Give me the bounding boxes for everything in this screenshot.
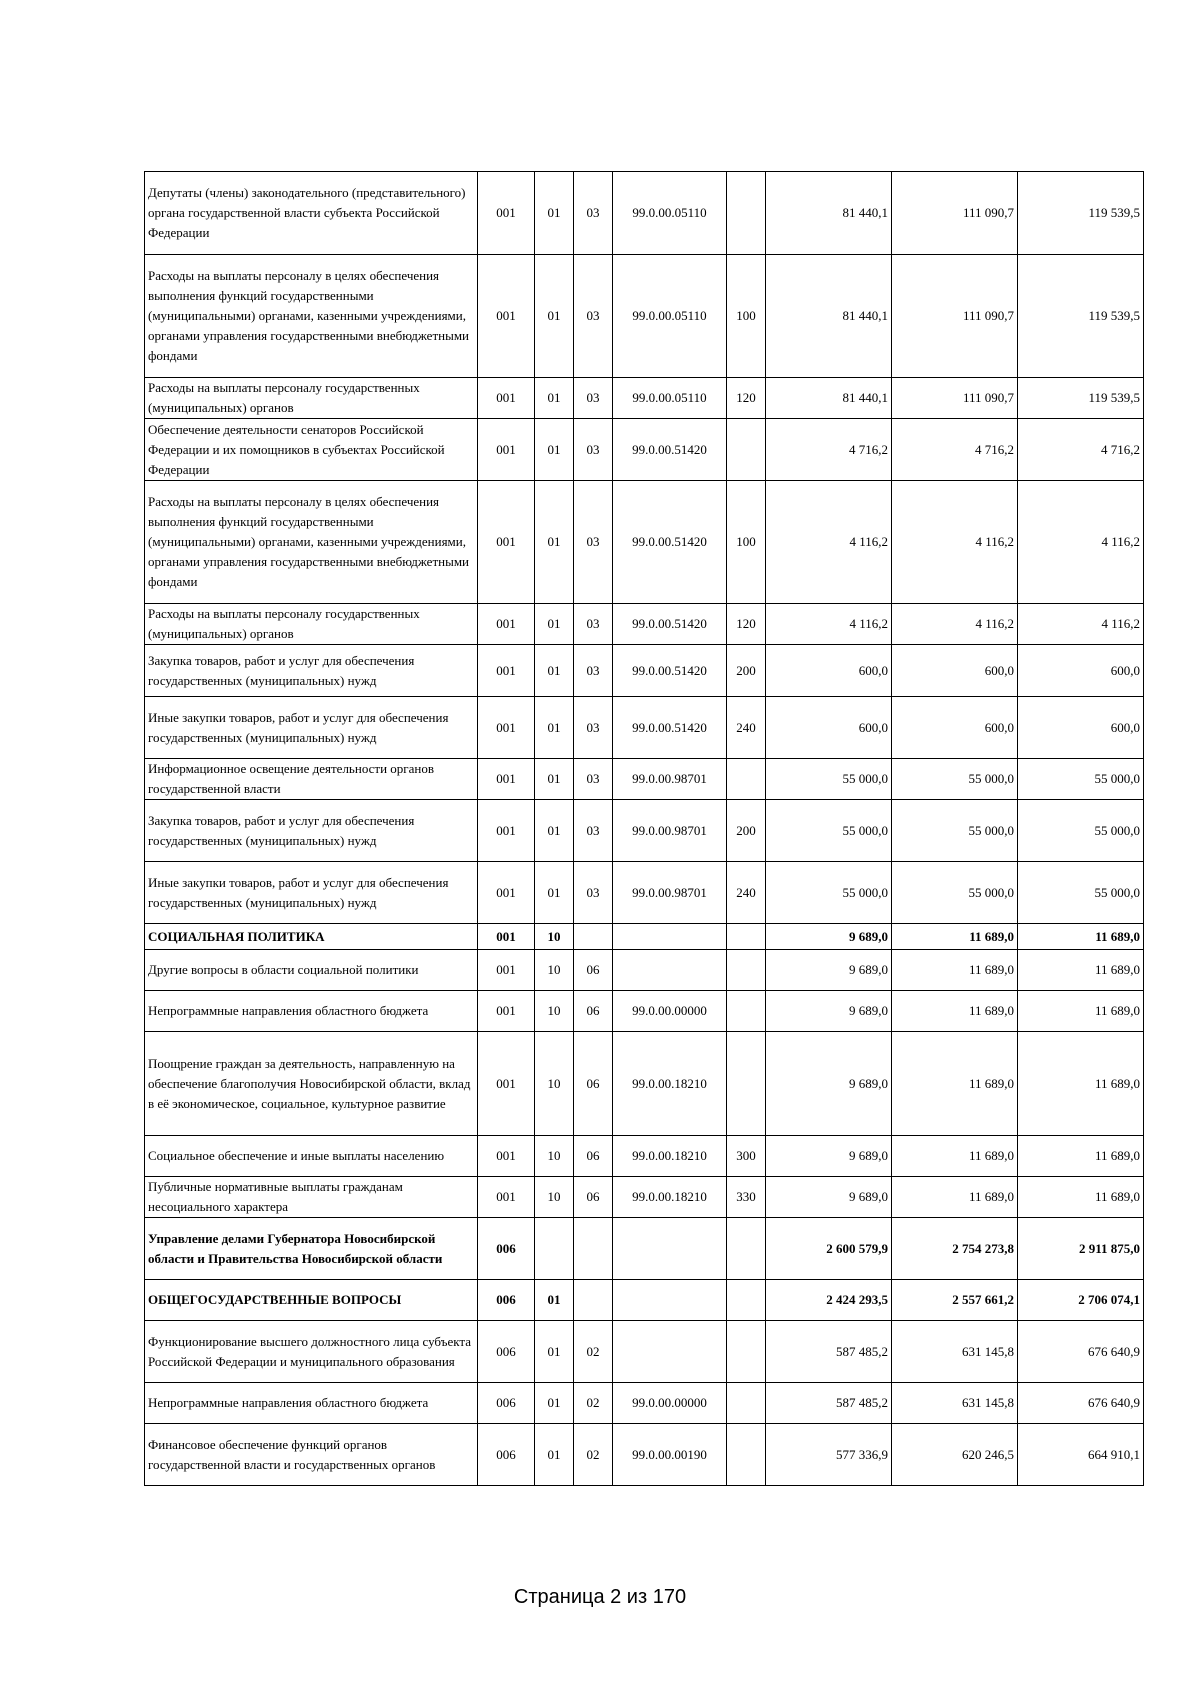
- row-target-article-code: 99.0.00.05110: [613, 255, 727, 378]
- row-amount-year-1: 55 000,0: [766, 759, 892, 800]
- row-name: Поощрение граждан за деятельность, направленную на обеспечение благополучия Новосибирской области, вклад в её экономическое, социальное, культурное развитие: [145, 1032, 478, 1136]
- row-name: Социальное обеспечение и иные выплаты населению: [145, 1136, 478, 1177]
- row-ved-code: 006: [478, 1218, 535, 1280]
- table-row: [145, 419, 1144, 481]
- row-target-article-code: 99.0.00.51420: [613, 697, 727, 759]
- row-section-code: [535, 1218, 574, 1280]
- row-subsection-code: 02: [574, 1424, 613, 1486]
- row-expense-type-code: [727, 924, 766, 950]
- row-subsection-code: 03: [574, 697, 613, 759]
- row-amount-year-1: 9 689,0: [766, 924, 892, 950]
- row-amount-year-3: 676 640,9: [1018, 1383, 1144, 1424]
- table-row: [145, 697, 1144, 759]
- row-expense-type-code: 100: [727, 255, 766, 378]
- row-section-code: 10: [535, 1136, 574, 1177]
- row-subsection-code: 02: [574, 1321, 613, 1383]
- row-amount-year-2: 11 689,0: [892, 950, 1018, 991]
- row-subsection-code: 03: [574, 419, 613, 481]
- row-expense-type-code: 240: [727, 862, 766, 924]
- row-amount-year-3: 11 689,0: [1018, 991, 1144, 1032]
- row-section-code: 10: [535, 950, 574, 991]
- row-amount-year-2: 111 090,7: [892, 255, 1018, 378]
- row-expense-type-code: [727, 1218, 766, 1280]
- row-subsection-code: 03: [574, 481, 613, 604]
- row-expense-type-code: [727, 1383, 766, 1424]
- row-section-code: 01: [535, 604, 574, 645]
- row-amount-year-2: 55 000,0: [892, 800, 1018, 862]
- row-subsection-code: 06: [574, 1032, 613, 1136]
- table-row: [145, 1218, 1144, 1280]
- row-amount-year-3: 55 000,0: [1018, 862, 1144, 924]
- row-subsection-code: [574, 924, 613, 950]
- row-amount-year-3: 55 000,0: [1018, 800, 1144, 862]
- row-name: Депутаты (члены) законодательного (представительного) органа государственной власти субъекта Российской Федерации: [145, 172, 478, 255]
- row-section-code: 01: [535, 1321, 574, 1383]
- row-target-article-code: 99.0.00.00000: [613, 991, 727, 1032]
- table-row: [145, 645, 1144, 697]
- row-ved-code: 001: [478, 378, 535, 419]
- row-amount-year-1: 577 336,9: [766, 1424, 892, 1486]
- row-subsection-code: 03: [574, 645, 613, 697]
- row-amount-year-1: 600,0: [766, 645, 892, 697]
- row-ved-code: 001: [478, 1177, 535, 1218]
- row-ved-code: 001: [478, 419, 535, 481]
- table-row: [145, 378, 1144, 419]
- table-row: [145, 172, 1144, 255]
- row-target-article-code: 99.0.00.98701: [613, 862, 727, 924]
- row-amount-year-1: 2 424 293,5: [766, 1280, 892, 1321]
- row-subsection-code: [574, 1280, 613, 1321]
- row-section-code: 01: [535, 862, 574, 924]
- table-row: [145, 1177, 1144, 1218]
- row-ved-code: 001: [478, 1136, 535, 1177]
- row-name: Другие вопросы в области социальной политики: [145, 950, 478, 991]
- row-target-article-code: 99.0.00.51420: [613, 604, 727, 645]
- row-expense-type-code: [727, 1032, 766, 1136]
- row-amount-year-1: 9 689,0: [766, 1177, 892, 1218]
- row-amount-year-3: 676 640,9: [1018, 1321, 1144, 1383]
- row-subsection-code: 03: [574, 862, 613, 924]
- row-amount-year-2: 11 689,0: [892, 1032, 1018, 1136]
- row-section-code: 01: [535, 419, 574, 481]
- row-subsection-code: 06: [574, 950, 613, 991]
- row-amount-year-2: 631 145,8: [892, 1321, 1018, 1383]
- row-expense-type-code: [727, 759, 766, 800]
- row-amount-year-3: 4 116,2: [1018, 481, 1144, 604]
- row-name: Иные закупки товаров, работ и услуг для обеспечения государственных (муниципальных) нужд: [145, 697, 478, 759]
- row-subsection-code: 06: [574, 991, 613, 1032]
- row-subsection-code: 03: [574, 255, 613, 378]
- row-target-article-code: 99.0.00.05110: [613, 378, 727, 419]
- row-ved-code: 001: [478, 800, 535, 862]
- table-row: [145, 255, 1144, 378]
- row-section-code: 01: [535, 378, 574, 419]
- row-amount-year-1: 55 000,0: [766, 800, 892, 862]
- row-name: ОБЩЕГОСУДАРСТВЕННЫЕ ВОПРОСЫ: [145, 1280, 478, 1321]
- row-amount-year-1: 4 116,2: [766, 604, 892, 645]
- row-section-code: 01: [535, 645, 574, 697]
- row-target-article-code: [613, 950, 727, 991]
- row-ved-code: 001: [478, 862, 535, 924]
- row-expense-type-code: 120: [727, 604, 766, 645]
- row-amount-year-2: 11 689,0: [892, 991, 1018, 1032]
- row-section-code: 01: [535, 255, 574, 378]
- row-target-article-code: 99.0.00.51420: [613, 419, 727, 481]
- row-amount-year-1: 55 000,0: [766, 862, 892, 924]
- row-expense-type-code: 300: [727, 1136, 766, 1177]
- budget-table: [144, 171, 1144, 1486]
- row-amount-year-1: 81 440,1: [766, 172, 892, 255]
- row-name: Расходы на выплаты персоналу в целях обеспечения выполнения функций государственными (муниципальными) органами, казенными учреждениями, органами управления государственными внебюджетными фондами: [145, 255, 478, 378]
- row-amount-year-2: 11 689,0: [892, 1177, 1018, 1218]
- row-amount-year-2: 631 145,8: [892, 1383, 1018, 1424]
- row-amount-year-1: 81 440,1: [766, 255, 892, 378]
- row-amount-year-3: 600,0: [1018, 697, 1144, 759]
- row-name: Расходы на выплаты персоналу в целях обеспечения выполнения функций государственными (муниципальными) органами, казенными учреждениями, органами управления государственными внебюджетными фондами: [145, 481, 478, 604]
- table-row: [145, 604, 1144, 645]
- table-row: [145, 950, 1144, 991]
- row-amount-year-2: 55 000,0: [892, 862, 1018, 924]
- row-amount-year-2: 600,0: [892, 697, 1018, 759]
- row-section-code: 10: [535, 1032, 574, 1136]
- row-amount-year-2: 11 689,0: [892, 1136, 1018, 1177]
- row-amount-year-2: 4 116,2: [892, 604, 1018, 645]
- row-amount-year-3: 4 116,2: [1018, 604, 1144, 645]
- row-target-article-code: [613, 924, 727, 950]
- table-row: [145, 1321, 1144, 1383]
- row-ved-code: 001: [478, 255, 535, 378]
- table-row: [145, 862, 1144, 924]
- row-name: Непрограммные направления областного бюджета: [145, 1383, 478, 1424]
- row-target-article-code: 99.0.00.98701: [613, 759, 727, 800]
- row-amount-year-1: 9 689,0: [766, 1032, 892, 1136]
- row-subsection-code: [574, 1218, 613, 1280]
- row-expense-type-code: 330: [727, 1177, 766, 1218]
- table-row: [145, 924, 1144, 950]
- row-ved-code: 001: [478, 697, 535, 759]
- row-amount-year-1: 9 689,0: [766, 991, 892, 1032]
- row-section-code: 01: [535, 697, 574, 759]
- table-row: [145, 759, 1144, 800]
- row-target-article-code: [613, 1321, 727, 1383]
- row-ved-code: 001: [478, 1032, 535, 1136]
- table-row: [145, 991, 1144, 1032]
- row-name: Закупка товаров, работ и услуг для обеспечения государственных (муниципальных) нужд: [145, 645, 478, 697]
- row-ved-code: 001: [478, 172, 535, 255]
- row-subsection-code: 03: [574, 800, 613, 862]
- row-name: Расходы на выплаты персоналу государственных (муниципальных) органов: [145, 604, 478, 645]
- row-amount-year-1: 4 716,2: [766, 419, 892, 481]
- row-target-article-code: 99.0.00.05110: [613, 172, 727, 255]
- row-amount-year-3: 11 689,0: [1018, 1177, 1144, 1218]
- row-expense-type-code: 200: [727, 645, 766, 697]
- row-section-code: 01: [535, 1424, 574, 1486]
- row-section-code: 01: [535, 800, 574, 862]
- row-expense-type-code: [727, 950, 766, 991]
- row-section-code: 01: [535, 481, 574, 604]
- row-ved-code: 006: [478, 1383, 535, 1424]
- row-target-article-code: 99.0.00.18210: [613, 1032, 727, 1136]
- row-subsection-code: 03: [574, 378, 613, 419]
- row-name: Управление делами Губернатора Новосибирской области и Правительства Новосибирской области: [145, 1218, 478, 1280]
- row-amount-year-2: 111 090,7: [892, 172, 1018, 255]
- table-row: [145, 1136, 1144, 1177]
- row-name: Публичные нормативные выплаты гражданам несоциального характера: [145, 1177, 478, 1218]
- page-number: Страница 2 из 170: [513, 1586, 687, 1608]
- row-expense-type-code: 100: [727, 481, 766, 604]
- row-name: Непрограммные направления областного бюджета: [145, 991, 478, 1032]
- row-target-article-code: [613, 1218, 727, 1280]
- row-ved-code: 001: [478, 991, 535, 1032]
- row-amount-year-2: 4 116,2: [892, 481, 1018, 604]
- row-amount-year-1: 2 600 579,9: [766, 1218, 892, 1280]
- row-section-code: 01: [535, 172, 574, 255]
- table-row: [145, 1383, 1144, 1424]
- row-name: Обеспечение деятельности сенаторов Российской Федерации и их помощников в субъектах Российской Федерации: [145, 419, 478, 481]
- row-amount-year-3: 2 706 074,1: [1018, 1280, 1144, 1321]
- row-target-article-code: 99.0.00.98701: [613, 800, 727, 862]
- row-target-article-code: 99.0.00.51420: [613, 481, 727, 604]
- row-expense-type-code: [727, 419, 766, 481]
- row-target-article-code: 99.0.00.51420: [613, 645, 727, 697]
- row-ved-code: 006: [478, 1424, 535, 1486]
- row-amount-year-1: 600,0: [766, 697, 892, 759]
- row-amount-year-2: 4 716,2: [892, 419, 1018, 481]
- row-ved-code: 001: [478, 759, 535, 800]
- row-amount-year-1: 587 485,2: [766, 1383, 892, 1424]
- row-amount-year-1: 587 485,2: [766, 1321, 892, 1383]
- row-target-article-code: [613, 1280, 727, 1321]
- row-amount-year-1: 9 689,0: [766, 950, 892, 991]
- row-amount-year-1: 9 689,0: [766, 1136, 892, 1177]
- row-amount-year-2: 600,0: [892, 645, 1018, 697]
- row-amount-year-2: 55 000,0: [892, 759, 1018, 800]
- row-section-code: 01: [535, 1383, 574, 1424]
- table-row: [145, 481, 1144, 604]
- row-target-article-code: 99.0.00.00000: [613, 1383, 727, 1424]
- row-subsection-code: 06: [574, 1136, 613, 1177]
- row-expense-type-code: [727, 1280, 766, 1321]
- row-amount-year-1: 4 116,2: [766, 481, 892, 604]
- row-name: Финансовое обеспечение функций органов государственной власти и государственных органов: [145, 1424, 478, 1486]
- row-expense-type-code: [727, 1424, 766, 1486]
- row-amount-year-3: 11 689,0: [1018, 924, 1144, 950]
- row-ved-code: 001: [478, 481, 535, 604]
- row-amount-year-3: 119 539,5: [1018, 378, 1144, 419]
- row-amount-year-1: 81 440,1: [766, 378, 892, 419]
- row-name: Иные закупки товаров, работ и услуг для обеспечения государственных (муниципальных) нужд: [145, 862, 478, 924]
- row-amount-year-3: 119 539,5: [1018, 255, 1144, 378]
- row-subsection-code: 03: [574, 172, 613, 255]
- row-amount-year-3: 664 910,1: [1018, 1424, 1144, 1486]
- row-amount-year-2: 2 557 661,2: [892, 1280, 1018, 1321]
- table-row: [145, 800, 1144, 862]
- row-expense-type-code: 240: [727, 697, 766, 759]
- row-amount-year-2: 620 246,5: [892, 1424, 1018, 1486]
- row-expense-type-code: 200: [727, 800, 766, 862]
- table-row: [145, 1032, 1144, 1136]
- budget-table-body: [145, 172, 1144, 1486]
- table-row: [145, 1424, 1144, 1486]
- row-amount-year-2: 11 689,0: [892, 924, 1018, 950]
- row-amount-year-3: 11 689,0: [1018, 1136, 1144, 1177]
- row-amount-year-3: 55 000,0: [1018, 759, 1144, 800]
- row-ved-code: 001: [478, 950, 535, 991]
- row-ved-code: 001: [478, 645, 535, 697]
- row-section-code: 10: [535, 991, 574, 1032]
- row-name: Закупка товаров, работ и услуг для обеспечения государственных (муниципальных) нужд: [145, 800, 478, 862]
- row-section-code: 01: [535, 759, 574, 800]
- row-subsection-code: 02: [574, 1383, 613, 1424]
- row-target-article-code: 99.0.00.00190: [613, 1424, 727, 1486]
- row-ved-code: 001: [478, 924, 535, 950]
- row-expense-type-code: 120: [727, 378, 766, 419]
- row-expense-type-code: [727, 172, 766, 255]
- row-amount-year-2: 2 754 273,8: [892, 1218, 1018, 1280]
- row-name: СОЦИАЛЬНАЯ ПОЛИТИКА: [145, 924, 478, 950]
- row-amount-year-3: 2 911 875,0: [1018, 1218, 1144, 1280]
- row-amount-year-2: 111 090,7: [892, 378, 1018, 419]
- table-row: [145, 1280, 1144, 1321]
- row-ved-code: 006: [478, 1280, 535, 1321]
- row-amount-year-3: 4 716,2: [1018, 419, 1144, 481]
- row-amount-year-3: 11 689,0: [1018, 950, 1144, 991]
- row-section-code: 10: [535, 924, 574, 950]
- row-expense-type-code: [727, 991, 766, 1032]
- row-section-code: 01: [535, 1280, 574, 1321]
- row-subsection-code: 03: [574, 604, 613, 645]
- row-target-article-code: 99.0.00.18210: [613, 1177, 727, 1218]
- row-amount-year-3: 600,0: [1018, 645, 1144, 697]
- row-name: Расходы на выплаты персоналу государственных (муниципальных) органов: [145, 378, 478, 419]
- row-ved-code: 001: [478, 604, 535, 645]
- row-ved-code: 006: [478, 1321, 535, 1383]
- row-section-code: 10: [535, 1177, 574, 1218]
- row-name: Функционирование высшего должностного лица субъекта Российской Федерации и муниципального образования: [145, 1321, 478, 1383]
- row-target-article-code: 99.0.00.18210: [613, 1136, 727, 1177]
- row-subsection-code: 06: [574, 1177, 613, 1218]
- row-subsection-code: 03: [574, 759, 613, 800]
- row-name: Информационное освещение деятельности органов государственной власти: [145, 759, 478, 800]
- row-amount-year-3: 119 539,5: [1018, 172, 1144, 255]
- row-amount-year-3: 11 689,0: [1018, 1032, 1144, 1136]
- row-expense-type-code: [727, 1321, 766, 1383]
